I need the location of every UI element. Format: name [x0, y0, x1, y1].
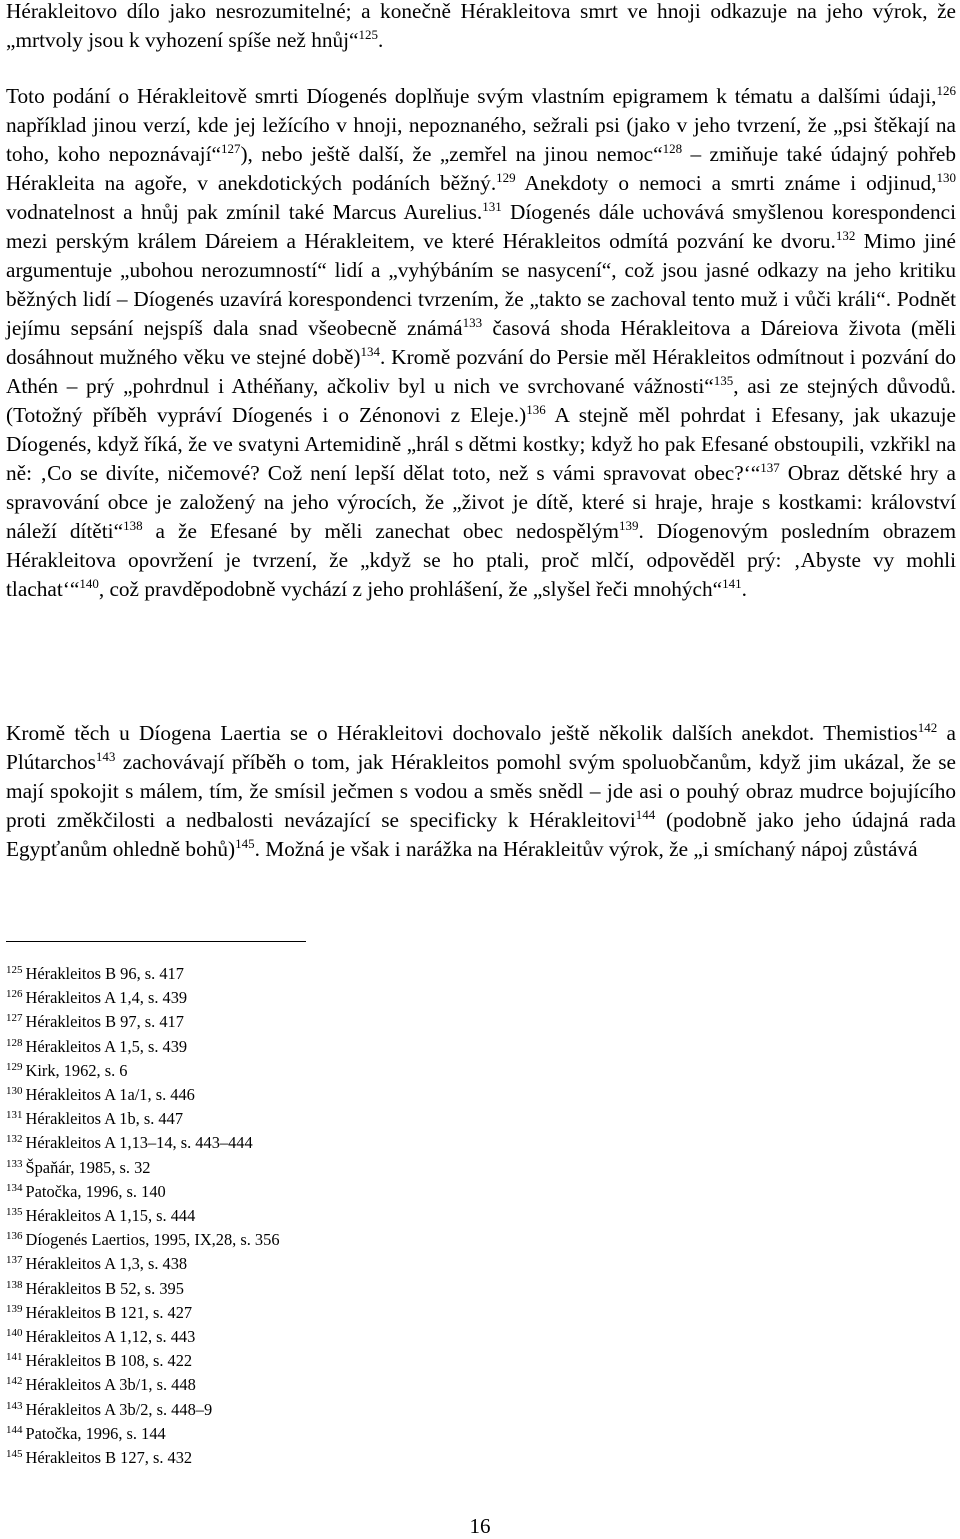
footnote-number: 137 [6, 1254, 23, 1267]
paragraph-text: Anekdoty o nemoci a smrti známe i odjinud, [515, 171, 937, 195]
footnote [6, 962, 280, 986]
footnote-ref: 141 [722, 576, 742, 591]
paragraph-text: vodnatelnost a hnůj pak zmínil také Marcus Aurelius. [6, 200, 483, 224]
paragraph-text: Mimo jiné argumentuje „ubohou nerozumností“ lidí a „vyhýbáním se nasycení“, což jsou jasné odkazy na jeho kritiku běžných lidí – Díogenés uzavírá korespondenci tvrzením, že „takto se zachoval tento muž i vůči králi“. Podnět jejímu sepsání nejspíš dala snad všeobecně známá [6, 229, 956, 340]
footnote [6, 1156, 280, 1180]
footnote-number: 127 [6, 1012, 23, 1025]
paragraph-text: (podobně jako jeho údajná rada Egypťanům ohledně bohů) [6, 808, 956, 861]
footnote-number: 141 [6, 1351, 23, 1364]
footnote-number: 140 [6, 1327, 23, 1340]
footnote-text: Kirk, 1962, s. 6 [25, 1060, 128, 1080]
footnotes-list [6, 962, 280, 1470]
footnote [6, 1301, 280, 1325]
footnote [6, 1398, 280, 1422]
footnote-ref: 126 [936, 83, 956, 98]
paragraph-text: , což pravděpodobně vychází z jeho prohlášení, že „slyšel řeči mnohých“ [98, 577, 723, 601]
footnote-text: Hérakleitos A 1b, s. 447 [25, 1109, 184, 1129]
footnote-text: Hérakleitos B 121, s. 427 [25, 1302, 193, 1322]
footnote-ref: 143 [95, 749, 116, 764]
paragraph-text: Díogenés dále uchovává smyšlenou korespondenci mezi perským králem Dáreiem a Hérakleitem, ve které Hérakleitos odmítá pozvání ke dvoru. [6, 200, 956, 253]
footnote-number: 129 [6, 1060, 23, 1073]
footnote-text: Hérakleitos A 1,3, s. 438 [25, 1254, 188, 1274]
footnote-text: Hérakleitos B 96, s. 417 [25, 964, 184, 983]
footnote-text: Hérakleitos B 127, s. 432 [25, 1448, 193, 1468]
footnote [6, 1083, 280, 1107]
footnote-number: 128 [6, 1036, 23, 1049]
footnote-number: 139 [6, 1302, 23, 1315]
footnote [6, 1035, 280, 1059]
footnote-ref: 127 [220, 141, 241, 156]
footnote [6, 1228, 280, 1252]
footnote-number: 126 [6, 988, 23, 1001]
paragraph-text: Obraz dětské hry a spravování obce je založený na jeho výrocích, že „život je dítě, které si hraje, hraje s kostkami: království náleží dítěti“ [6, 461, 956, 543]
footnote-ref: 145 [235, 836, 255, 851]
footnote-number: 131 [6, 1109, 23, 1122]
footnote-separator [6, 941, 306, 942]
footnote [6, 1252, 280, 1276]
footnote-number: 144 [6, 1423, 23, 1436]
footnote [6, 1010, 280, 1034]
footnote-ref: 144 [635, 807, 656, 822]
footnote [6, 1107, 280, 1131]
paragraph-text: . Díogenovým posledním obrazem Hérakleitova opovržení je tvrzení, že „když se ho ptali, proč mlčí, odpověděl prý: ‚Abyste vy mohli tlachat‘“ [6, 519, 957, 601]
footnote-ref: 129 [496, 170, 516, 185]
footnote [6, 1204, 280, 1228]
paragraph-text: ), nebo ještě další, že „zemřel na jinou nemoc“ [240, 142, 663, 166]
paragraph-text: a že Efesané by měli zanechat obec nedospělým [142, 519, 619, 543]
footnote [6, 1349, 280, 1373]
footnote-ref: 128 [662, 141, 683, 156]
footnote-ref: 134 [360, 344, 381, 359]
footnote-number: 143 [6, 1399, 23, 1412]
footnote-ref: 131 [482, 199, 502, 214]
footnote-ref: 130 [936, 170, 956, 185]
footnote-text: Hérakleitos B 97, s. 417 [25, 1012, 184, 1032]
paragraph-1 [6, 0, 956, 55]
footnote [6, 1131, 280, 1155]
paragraph-text: Hérakleitovo dílo jako nesrozumitelné; a konečně Hérakleitova smrt ve hnoji odkazuje na jeho výrok, že „mrtvoly jsou k vyhození spíše než hnůj“ [6, 0, 956, 52]
footnote-text: Hérakleitos B 52, s. 395 [25, 1278, 184, 1298]
footnote [6, 1373, 280, 1397]
footnote-number: 133 [6, 1157, 23, 1170]
footnote-number: 132 [6, 1133, 23, 1146]
footnote-ref: 139 [618, 518, 639, 533]
footnote-text: Hérakleitos A 1,5, s. 439 [25, 1036, 188, 1056]
paragraph-text: A stejně měl pohrdat i Efesany, jak ukazuje Díogenés, když říká, že ve svatyni Artemidině „hrál s dětmi kostky; když ho pak Efesané obstoupili, vzkřikl na ně: ‚Co se divíte, ničemové? Což není lepší dělat toto, než s vámi spravovat obec?‘“ [6, 403, 956, 485]
footnote-number: 125 [6, 964, 23, 976]
paragraph-text: . [378, 28, 384, 52]
footnote [6, 1059, 280, 1083]
footnote-text: Hérakleitos B 108, s. 422 [25, 1351, 193, 1371]
paragraph-text: . [741, 577, 747, 601]
footnote-ref: 142 [917, 720, 938, 735]
footnote-number: 145 [6, 1448, 23, 1461]
paragraph-2 [6, 82, 956, 604]
footnote-text: Hérakleitos A 1a/1, s. 446 [25, 1085, 195, 1105]
paragraph-text: Kromě těch u Díogena Laertia se o Hérakleitovi dochovalo ještě několik dalších anekdot. Themistios [6, 721, 918, 745]
paragraph-text: – zmiňuje také údajný pohřeb Hérakleita na agoře, v anekdotických podáních běžný. [6, 142, 956, 195]
footnote-text: Hérakleitos A 1,12, s. 443 [25, 1327, 196, 1347]
paragraph-text: časová shoda Hérakleitova a Dáreiova života (měli dosáhnout mužného věku ve stejné době) [6, 316, 956, 369]
footnote-ref: 135 [713, 373, 734, 388]
paragraph-text: například jinou verzí, kde jej ležícího v hnoji, nepoznaného, sežrali psi (jako v jeho tvrzení, že „psi štěkají na toho, koho nepoznávají“ [6, 113, 956, 166]
footnote-ref: 140 [79, 576, 99, 591]
page-number: 16 [469, 1514, 491, 1538]
footnote-ref: 138 [123, 518, 143, 533]
footnote-text: Špaňár, 1985, s. 32 [25, 1157, 151, 1177]
paragraph-text: a Plútarchos [6, 721, 956, 774]
footnote-text: Hérakleitos A 3b/1, s. 448 [25, 1375, 196, 1395]
footnote-text: Hérakleitos A 3b/2, s. 448–9 [25, 1399, 213, 1419]
footnote-text: Díogenés Laertios, 1995, IX,28, s. 356 [25, 1230, 280, 1250]
footnote-number: 135 [6, 1206, 23, 1219]
paragraph-text: . Kromě pozvání do Persie měl Hérakleitos odmítnout i pozvání do Athén – prý „pohrdnul i Athéňany, ačkoliv byl u nich ve svrchované vážnosti“ [6, 345, 956, 398]
footnote-number: 130 [6, 1085, 23, 1098]
footnote [6, 1325, 280, 1349]
footnote-text: Hérakleitos A 1,13–14, s. 443–444 [25, 1133, 253, 1153]
footnote [6, 1277, 280, 1301]
footnote [6, 1422, 280, 1446]
paragraph-text: Toto podání o Hérakleitově smrti Díogenés doplňuje svým vlastním epigramem k tématu a dalšími údaji, [6, 84, 937, 108]
footnote-ref: 136 [526, 402, 546, 417]
footnote-text: Hérakleitos A 1,15, s. 444 [25, 1206, 196, 1226]
footnote-number: 142 [6, 1375, 23, 1388]
footnote-number: 138 [6, 1278, 23, 1291]
paragraph-text: , asi ze stejných důvodů. (Totožný příběh vypráví Díogenés i o Zénonovi z Eleje.) [6, 374, 957, 427]
paragraph-3 [6, 719, 956, 864]
footnote-number: 134 [6, 1181, 23, 1194]
footnote [6, 1446, 280, 1470]
footnote-ref: 132 [835, 228, 856, 243]
footnote [6, 986, 280, 1010]
paragraph-text: . Možná je však i narážka na Hérakleitův výrok, že „i smíchaný nápoj zůstává [254, 837, 918, 861]
footnote-ref: 133 [462, 315, 483, 330]
footnote-text: Hérakleitos A 1,4, s. 439 [25, 988, 188, 1008]
footnote-ref: 125 [358, 27, 379, 42]
footnote-text: Patočka, 1996, s. 144 [25, 1423, 166, 1443]
paragraph-text: zachovávají příběh o tom, jak Hérakleitos pomohl svým spoluobčanům, když jim ukázal, že se mají spokojit s málem, tím, že smísil ječmen s vodou a směs snědl – jde asi o pouhý obraz mudrce bojujícího proti změkčilosti a nedbalosti nevázající se specificky k Hérakleitovi [6, 750, 956, 832]
footnote-text: Patočka, 1996, s. 140 [25, 1181, 166, 1201]
footnote-ref: 137 [760, 460, 780, 475]
footnote [6, 1180, 280, 1204]
footnote-number: 136 [6, 1230, 23, 1243]
